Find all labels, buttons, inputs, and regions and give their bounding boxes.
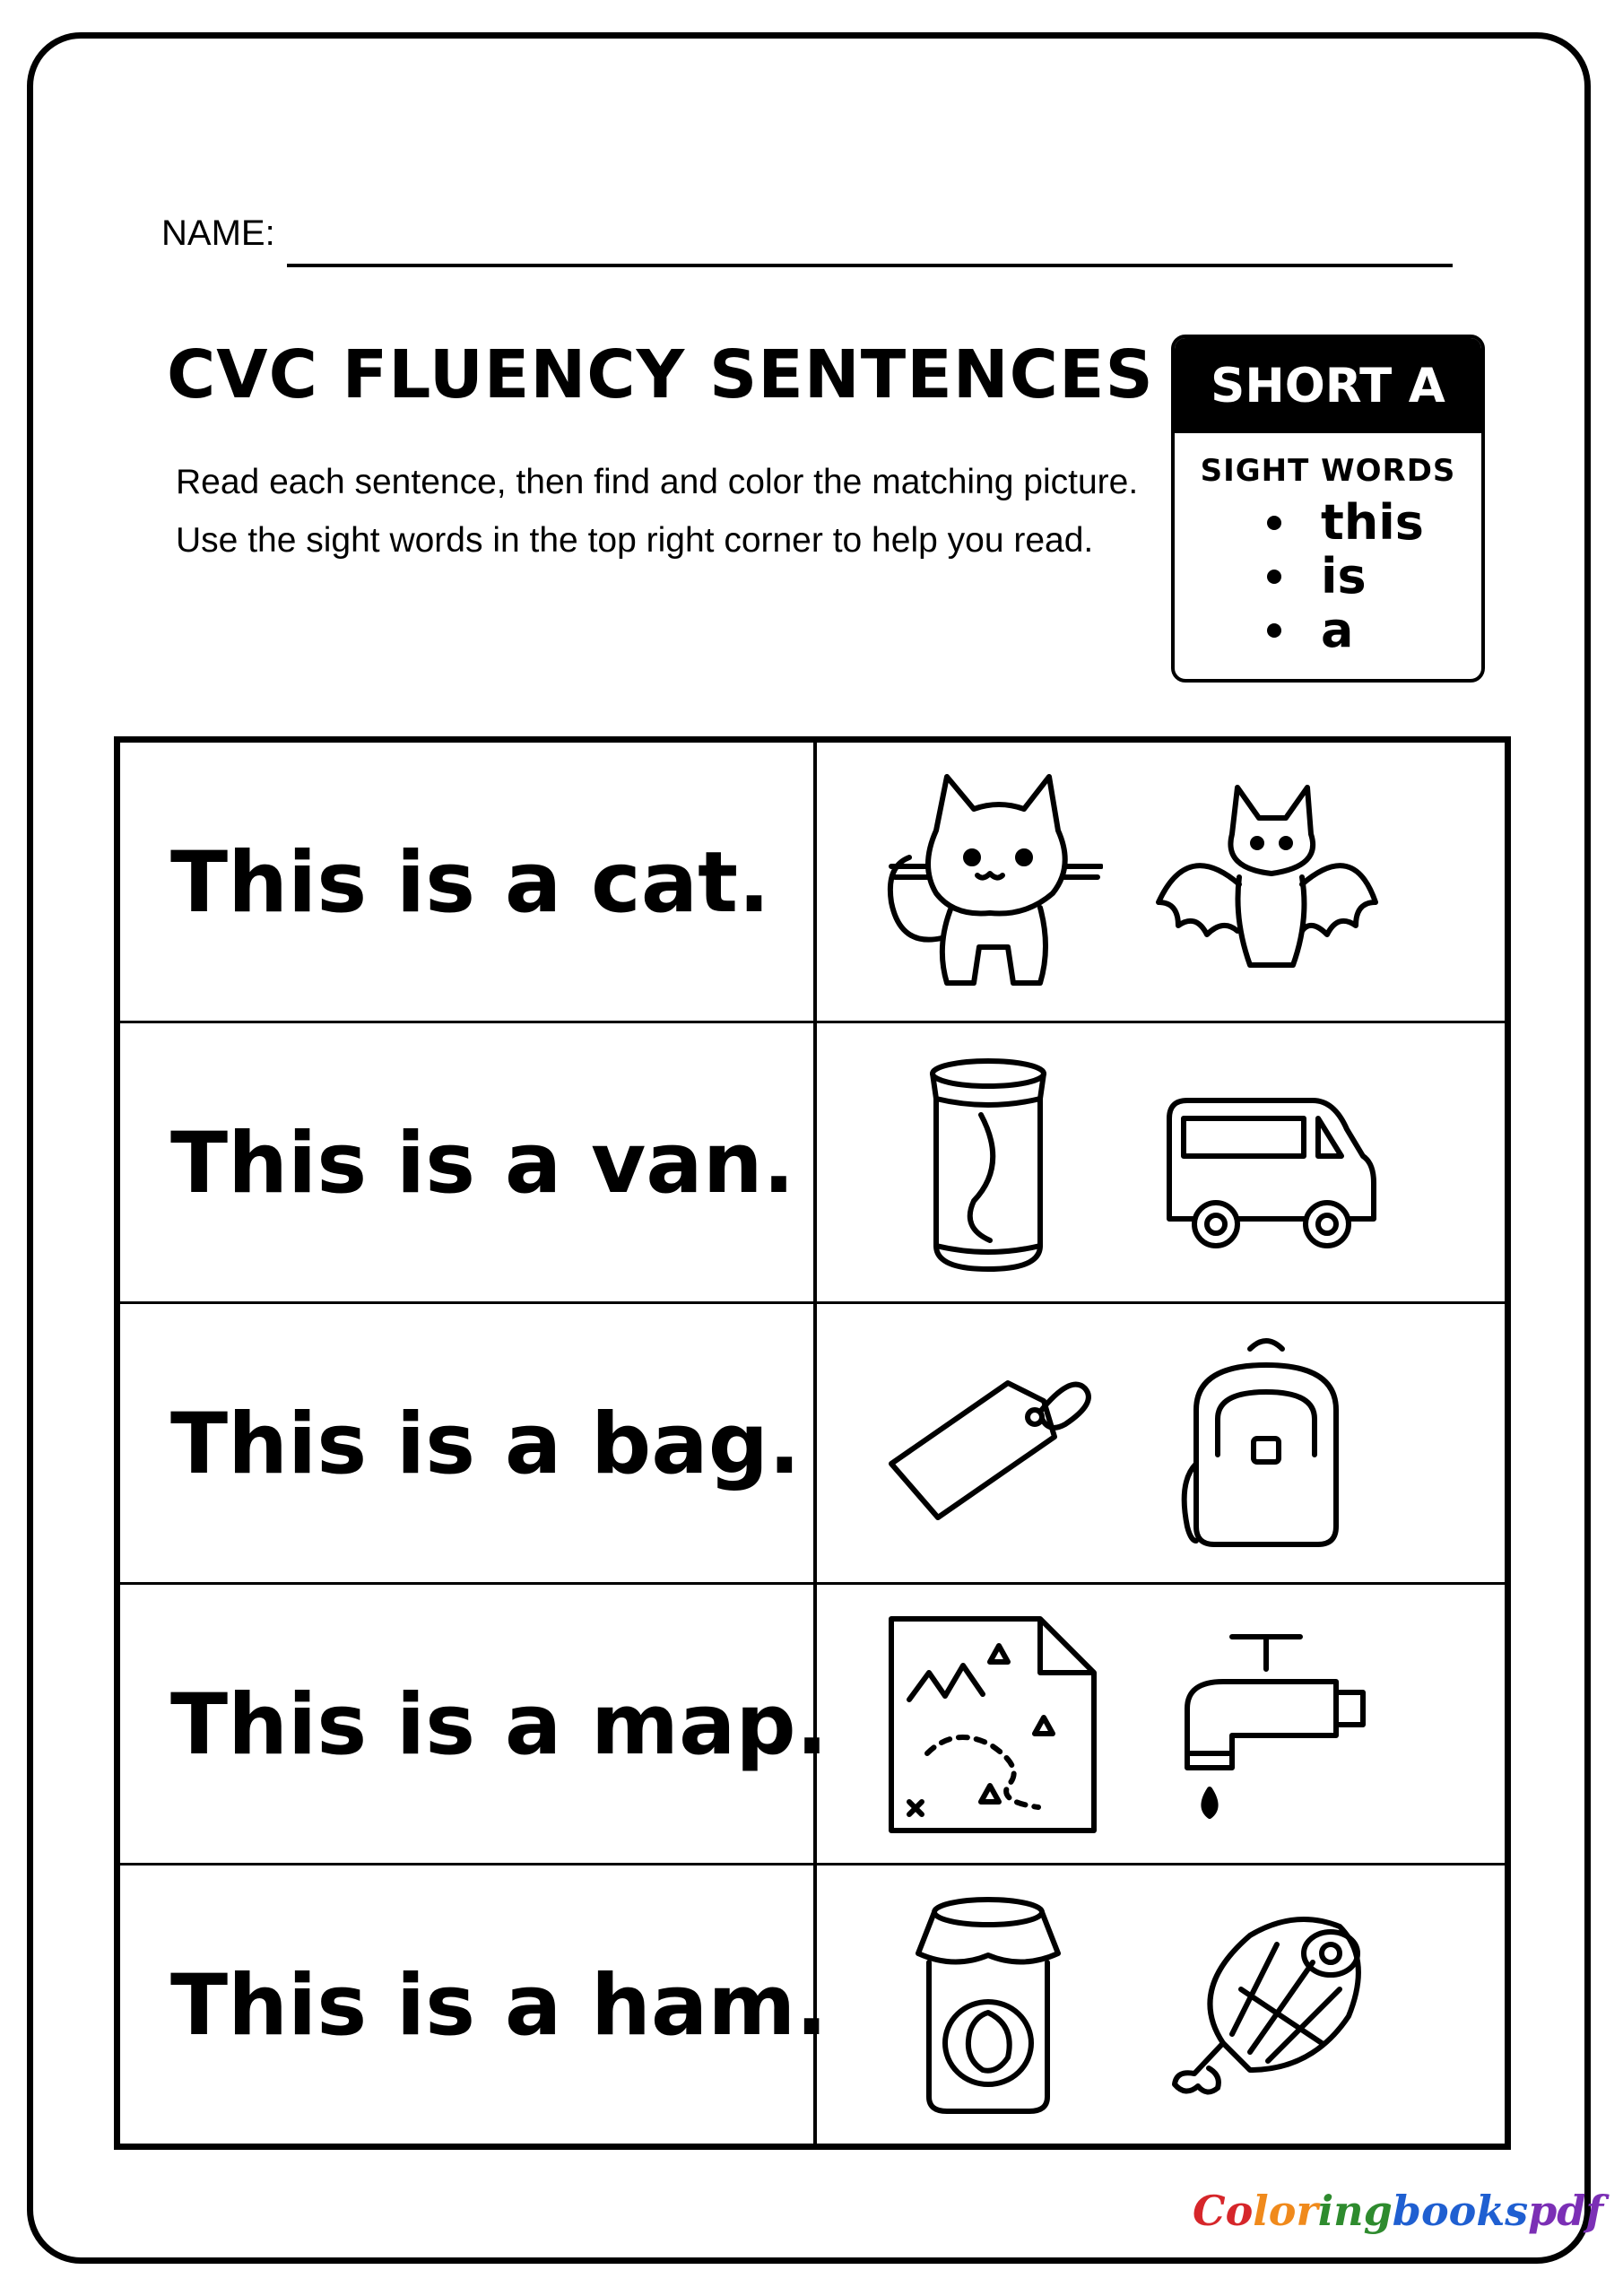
tag-icon[interactable] — [873, 1329, 1103, 1559]
short-a-badge: SHORT A — [1175, 338, 1481, 433]
bat-icon[interactable] — [1151, 768, 1381, 997]
sentence-row — [120, 743, 1505, 1023]
sight-words-subtitle: SIGHT WORDS — [1200, 453, 1456, 489]
coloringbookspdf-logo: Coloringbookspdf — [1193, 2187, 1604, 2235]
can-icon[interactable] — [873, 1048, 1103, 1278]
ham-icon[interactable] — [1151, 1891, 1381, 2120]
column-divider — [813, 1023, 817, 1301]
sentence-text: This is a van. — [170, 1115, 795, 1213]
sentence-row — [120, 1866, 1505, 2146]
column-divider — [813, 1585, 817, 1863]
jam-icon[interactable] — [873, 1891, 1103, 2120]
sight-word: this — [1267, 496, 1481, 550]
sentence-text: This is a bag. — [170, 1396, 801, 1493]
sight-words-box — [1171, 335, 1485, 683]
name-write-line[interactable] — [287, 264, 1453, 267]
sentence-row — [120, 1585, 1505, 1866]
sight-word-list — [1175, 496, 1481, 657]
instructions: Read each sentence, then find and color the matching picture. Use the sight words in the top right corner to help you read. — [176, 463, 1139, 560]
bag-icon[interactable] — [1151, 1329, 1381, 1559]
map-icon[interactable] — [873, 1610, 1103, 1839]
sentence-text: This is a ham. — [170, 1957, 828, 2055]
sight-word: is — [1267, 550, 1481, 604]
sentence-grid — [114, 736, 1511, 2150]
sentence-text: This is a cat. — [170, 834, 770, 932]
sentence-row — [120, 1023, 1505, 1304]
sentence-row — [120, 1304, 1505, 1585]
tap-icon[interactable] — [1151, 1610, 1381, 1839]
name-row — [161, 213, 1453, 267]
name-label: NAME: — [161, 213, 275, 253]
van-icon[interactable] — [1151, 1048, 1381, 1278]
column-divider — [813, 1304, 817, 1582]
column-divider — [813, 1866, 817, 2146]
sentence-text: This is a map. — [170, 1676, 829, 1774]
page-title: CVC FLUENCY SENTENCES — [167, 336, 1154, 413]
column-divider — [813, 743, 817, 1021]
cat-icon[interactable] — [873, 768, 1103, 997]
sight-word: a — [1267, 604, 1481, 657]
